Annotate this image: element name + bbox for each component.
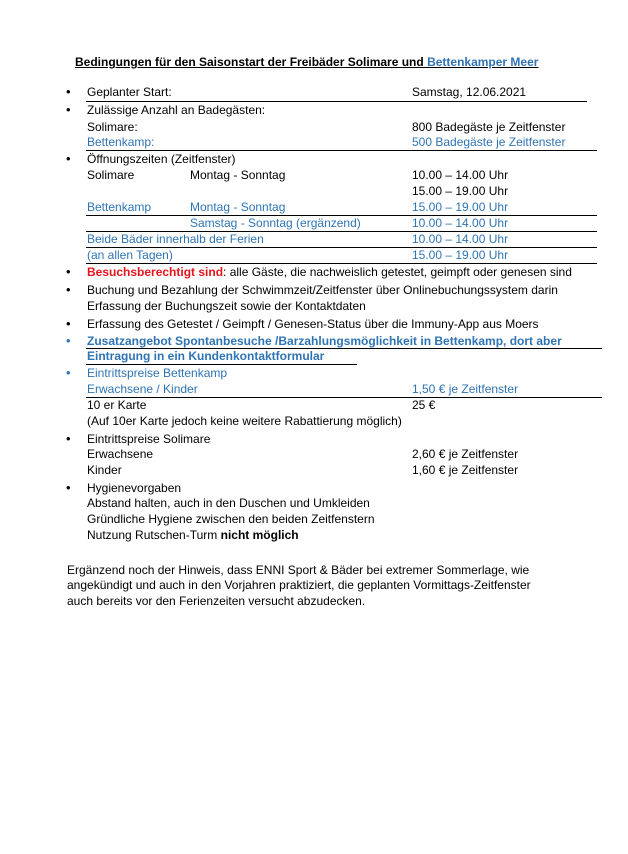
- hygiene-line3-bold: nicht möglich: [220, 528, 299, 542]
- prices-bettenkamp-row2-value: 25 €: [412, 398, 436, 412]
- footer-line1: Ergänzend noch der Hinweis, dass ENNI Sport & Bäder bei extremer Sommerlage, wie: [67, 563, 530, 577]
- hygiene-line2: Gründliche Hygiene zwischen den beiden Zeitfenstern: [87, 512, 375, 526]
- hours-alldays-time: 15.00 – 19.00 Uhr: [412, 248, 509, 262]
- bullet: •: [66, 316, 71, 331]
- bullet: •: [66, 333, 71, 348]
- title-part2: Bettenkamper Meer: [427, 55, 539, 69]
- hours-bettenkamp-time1: 15.00 – 19.00 Uhr: [412, 200, 509, 214]
- hours-bettenkamp-label: Bettenkamp: [87, 200, 152, 214]
- booking-line2: Erfassung der Buchungszeit sowie der Kontaktdaten: [87, 299, 366, 313]
- start-label: Geplanter Start:: [87, 85, 172, 99]
- bullet: •: [66, 480, 71, 495]
- bullet: •: [66, 264, 71, 279]
- bullet: •: [66, 84, 71, 99]
- capacity-bettenkamp-value: 500 Badegäste je Zeitfenster: [412, 135, 566, 149]
- prices-solimare-kids-label: Kinder: [87, 463, 122, 477]
- bullet: •: [66, 365, 71, 380]
- capacity-solimare-label: Solimare:: [87, 120, 138, 134]
- prices-solimare-kids-value: 1,60 € je Zeitfenster: [412, 463, 519, 477]
- extra-line1: Zusatzangebot Spontanbesuche /Barzahlungsmöglichkeit in Bettenkamp, dort aber: [87, 334, 562, 348]
- hours-solimare-days: Montag - Sonntag: [190, 168, 286, 182]
- eligibility-rest: : alle Gäste, die nachweislich getestet, geimpft oder genesen sind: [223, 265, 572, 279]
- divider: [86, 150, 597, 151]
- eligibility-bold: Besuchsberechtigt sind: [87, 265, 224, 279]
- eligibility-line: [87, 265, 572, 280]
- prices-solimare-adult-value: 2,60 € je Zeitfenster: [412, 447, 519, 461]
- prices-bettenkamp-row1-label: Erwachsene / Kinder: [87, 382, 198, 396]
- hours-heading: Öffnungszeiten (Zeitfenster): [87, 152, 236, 166]
- bullet: •: [66, 151, 71, 166]
- capacity-solimare-value: 800 Badegäste je Zeitfenster: [412, 120, 566, 134]
- hours-solimare-time1: 10.00 – 14.00 Uhr: [412, 168, 509, 182]
- booking-line1: Buchung und Bezahlung der Schwimmzeit/Zeitfenster über Onlinebuchungssystem darin: [87, 283, 558, 297]
- footer-line2: angekündigt und auch in den Vorjahren praktiziert, die geplanten Vormittags-Zeitfenster: [67, 578, 531, 592]
- start-value: Samstag, 12.06.2021: [412, 85, 527, 99]
- prices-solimare-heading: Eintrittspreise Solimare: [87, 432, 211, 446]
- footer-line3: auch bereits vor den Ferienzeiten versucht abzudecken.: [67, 594, 366, 608]
- prices-bettenkamp-heading: Eintrittspreise Bettenkamp: [87, 366, 228, 380]
- divider: [86, 364, 357, 365]
- hours-both-label: Beide Bäder innerhalb der Ferien: [87, 232, 264, 246]
- prices-solimare-adult-label: Erwachsene: [87, 447, 154, 461]
- hygiene-line3-plain: Nutzung Rutschen-Turm: [87, 528, 221, 542]
- status-line: Erfassung des Getestet / Geimpft / Genesen-Status über die Immuny-App aus Moers: [87, 317, 539, 331]
- hygiene-line1: Abstand halten, auch in den Duschen und Umkleiden: [87, 496, 370, 510]
- divider: [86, 263, 597, 264]
- page-title: [75, 55, 538, 69]
- hygiene-line3: [87, 528, 299, 543]
- divider: [86, 101, 587, 102]
- hours-bettenkamp-days2: Samstag - Sonntag (ergänzend): [190, 216, 361, 230]
- hours-alldays-label: (an allen Tagen): [87, 248, 173, 262]
- capacity-heading: Zulässige Anzahl an Badegästen:: [87, 103, 266, 117]
- hours-bettenkamp-days1: Montag - Sonntag: [190, 200, 286, 214]
- hours-solimare-label: Solimare: [87, 168, 135, 182]
- prices-bettenkamp-row2-label: 10 er Karte: [87, 398, 147, 412]
- hygiene-heading: Hygienevorgaben: [87, 481, 182, 495]
- hours-solimare-time2: 15.00 – 19.00 Uhr: [412, 184, 509, 198]
- prices-bettenkamp-row1-value: 1,50 € je Zeitfenster: [412, 382, 519, 396]
- bullet: •: [66, 282, 71, 297]
- bullet: •: [66, 431, 71, 446]
- bullet: •: [66, 102, 71, 117]
- title-part1: Bedingungen für den Saisonstart der Freibäder Solimare und: [75, 55, 428, 69]
- divider: [86, 397, 602, 398]
- extra-line2: Eintragung in ein Kundenkontaktformular: [87, 349, 325, 363]
- capacity-bettenkamp-label: Bettenkamp:: [87, 135, 155, 149]
- prices-bettenkamp-note: (Auf 10er Karte jedoch keine weitere Rabattierung möglich): [87, 414, 402, 428]
- hours-bettenkamp-time2: 10.00 – 14.00 Uhr: [412, 216, 509, 230]
- hours-both-time: 10.00 – 14.00 Uhr: [412, 232, 509, 246]
